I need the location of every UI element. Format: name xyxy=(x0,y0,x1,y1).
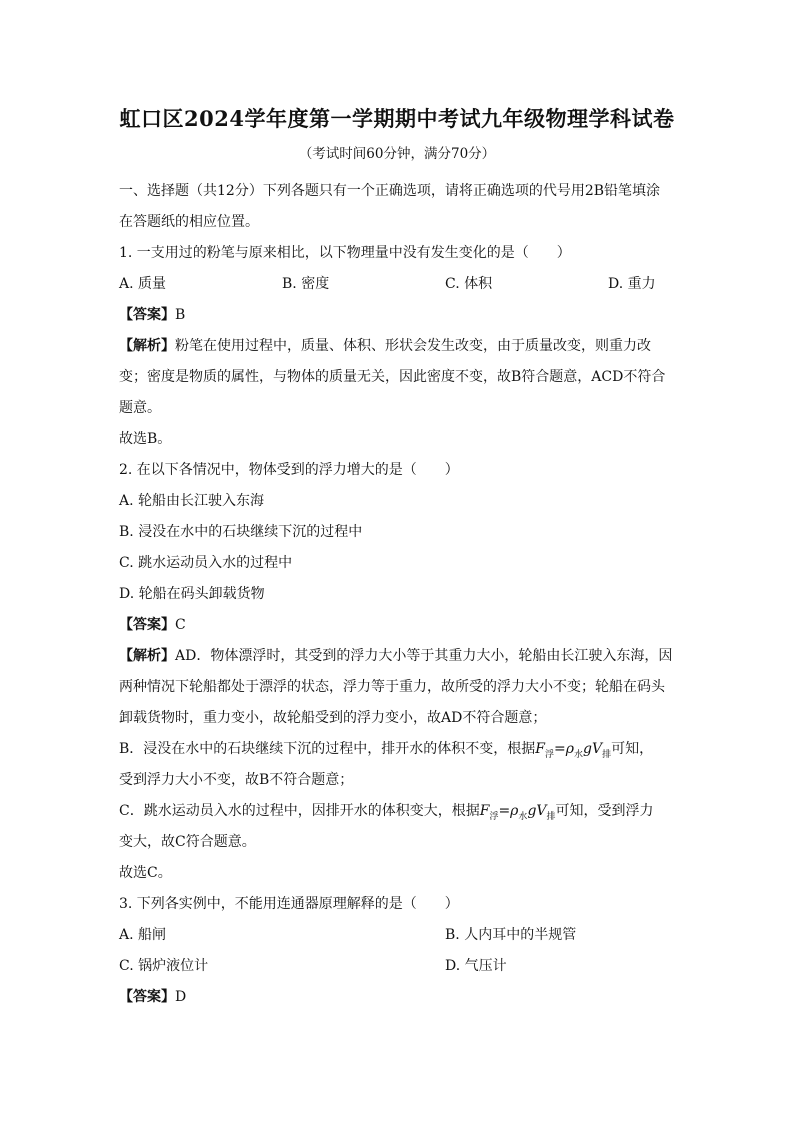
analysis-text: B．浸没在水中的石块继续下沉的过程中，排开水的体积不变，根据 xyxy=(119,741,536,757)
answer-label: 【答案】 xyxy=(119,989,175,1005)
answer-label: 【答案】 xyxy=(119,307,175,323)
answer-value: D xyxy=(175,989,187,1005)
question-3-option-c: C. 锅炉液位计 xyxy=(119,958,209,974)
formula-f: F xyxy=(535,741,546,757)
answer-label: 【答案】 xyxy=(119,617,175,633)
buoyancy-formula xyxy=(535,741,612,760)
question-1-option-a: A. 质量 xyxy=(119,276,167,292)
formula-f: F xyxy=(479,803,490,819)
answer-value: B xyxy=(175,307,186,323)
formula-rho: =ρ xyxy=(554,741,574,757)
formula-v-sub: 排 xyxy=(546,811,556,822)
question-2-option-a: A. 轮船由长江驶入东海 xyxy=(119,493,265,509)
question-2-analysis-line-3: 卸载货物时，重力变小，故轮船受到的浮力变小，故AD不符合题意； xyxy=(119,710,547,726)
question-1-analysis-line-3: 题意。 xyxy=(119,400,161,416)
formula-gv: gV xyxy=(527,803,547,819)
page-title: 虹口区2024学年度第一学期期中考试九年级物理学科试卷 xyxy=(119,106,675,131)
question-3-answer xyxy=(119,987,186,1007)
formula-f-sub: 浮 xyxy=(545,749,555,760)
question-2-answer xyxy=(119,615,186,635)
analysis-text: C．跳水运动员入水的过程中，因排开水的体积变大，根据 xyxy=(119,803,480,819)
question-2-option-d: D. 轮船在码头卸载货物 xyxy=(119,586,265,602)
question-2-analysis-b-line-2: 受到浮力大小不变，故B不符合题意； xyxy=(119,772,354,788)
question-3-option-a: A. 船闸 xyxy=(119,927,167,943)
question-2-analysis-line-2: 两种情况下轮船都处于漂浮的状态，浮力等于重力，故所受的浮力大小不变；轮船在码头 xyxy=(119,679,665,695)
question-1-stem: 1. 一支用过的粉笔与原来相比，以下物理量中没有发生变化的是（ ） xyxy=(119,245,571,261)
question-1-option-b: B. 密度 xyxy=(282,276,330,292)
question-2-analysis-b-line-1 xyxy=(119,739,653,765)
section-heading-line-2: 在答题纸的相应位置。 xyxy=(119,214,259,230)
question-2-analysis-c-line-1 xyxy=(119,801,654,827)
formula-v-sub: 排 xyxy=(602,749,612,760)
analysis-text: 粉笔在使用过程中，质量、体积、形状会发生改变，由于质量改变，则重力改 xyxy=(175,338,651,354)
question-2-analysis-line-1 xyxy=(119,646,672,666)
analysis-text: AD．物体漂浮时，其受到的浮力大小等于其重力大小，轮船由长江驶入东海，因 xyxy=(175,648,673,664)
formula-rho-sub: 水 xyxy=(518,811,528,822)
section-heading-line-1: 一、选择题（共12分）下列各题只有一个正确选项，请将正确选项的代号用2B铅笔填涂 xyxy=(119,183,661,199)
question-2-analysis-c-line-2: 变大，故C符合题意。 xyxy=(119,834,256,850)
formula-rho-sub: 水 xyxy=(574,749,584,760)
question-1-analysis-line-1 xyxy=(119,336,651,356)
question-2-option-c: C. 跳水运动员入水的过程中 xyxy=(119,555,293,571)
analysis-text: 可知， xyxy=(611,741,654,757)
question-3-option-b: B. 人内耳中的半规管 xyxy=(445,927,577,943)
question-1-option-c: C. 体积 xyxy=(445,276,493,292)
question-1-option-d: D. 重力 xyxy=(608,276,656,292)
question-2-stem: 2. 在以下各情况中，物体受到的浮力增大的是（ ） xyxy=(119,462,459,478)
question-3-stem: 3. 下列各实例中，不能用连通器原理解释的是（ ） xyxy=(119,896,459,912)
question-1-analysis-line-2: 变；密度是物质的属性，与物体的质量无关，因此密度不变，故B符合题意，ACD不符合 xyxy=(119,369,666,385)
analysis-label: 【解析】 xyxy=(119,648,175,664)
formula-rho: =ρ xyxy=(498,803,519,819)
formula-f-sub: 浮 xyxy=(489,811,499,822)
question-3-option-d: D. 气压计 xyxy=(445,958,507,974)
exam-info: （考试时间60分钟，满分70分） xyxy=(298,146,496,162)
buoyancy-formula xyxy=(479,803,556,822)
question-1-answer xyxy=(119,305,185,325)
analysis-text: 可知，受到浮力 xyxy=(555,803,654,819)
question-2-option-b: B. 浸没在水中的石块继续下沉的过程中 xyxy=(119,524,363,540)
analysis-label: 【解析】 xyxy=(119,338,175,354)
formula-gv: gV xyxy=(583,741,603,757)
answer-value: C xyxy=(175,617,186,633)
question-2-conclusion: 故选C。 xyxy=(119,865,172,881)
question-1-conclusion: 故选B。 xyxy=(119,431,172,447)
